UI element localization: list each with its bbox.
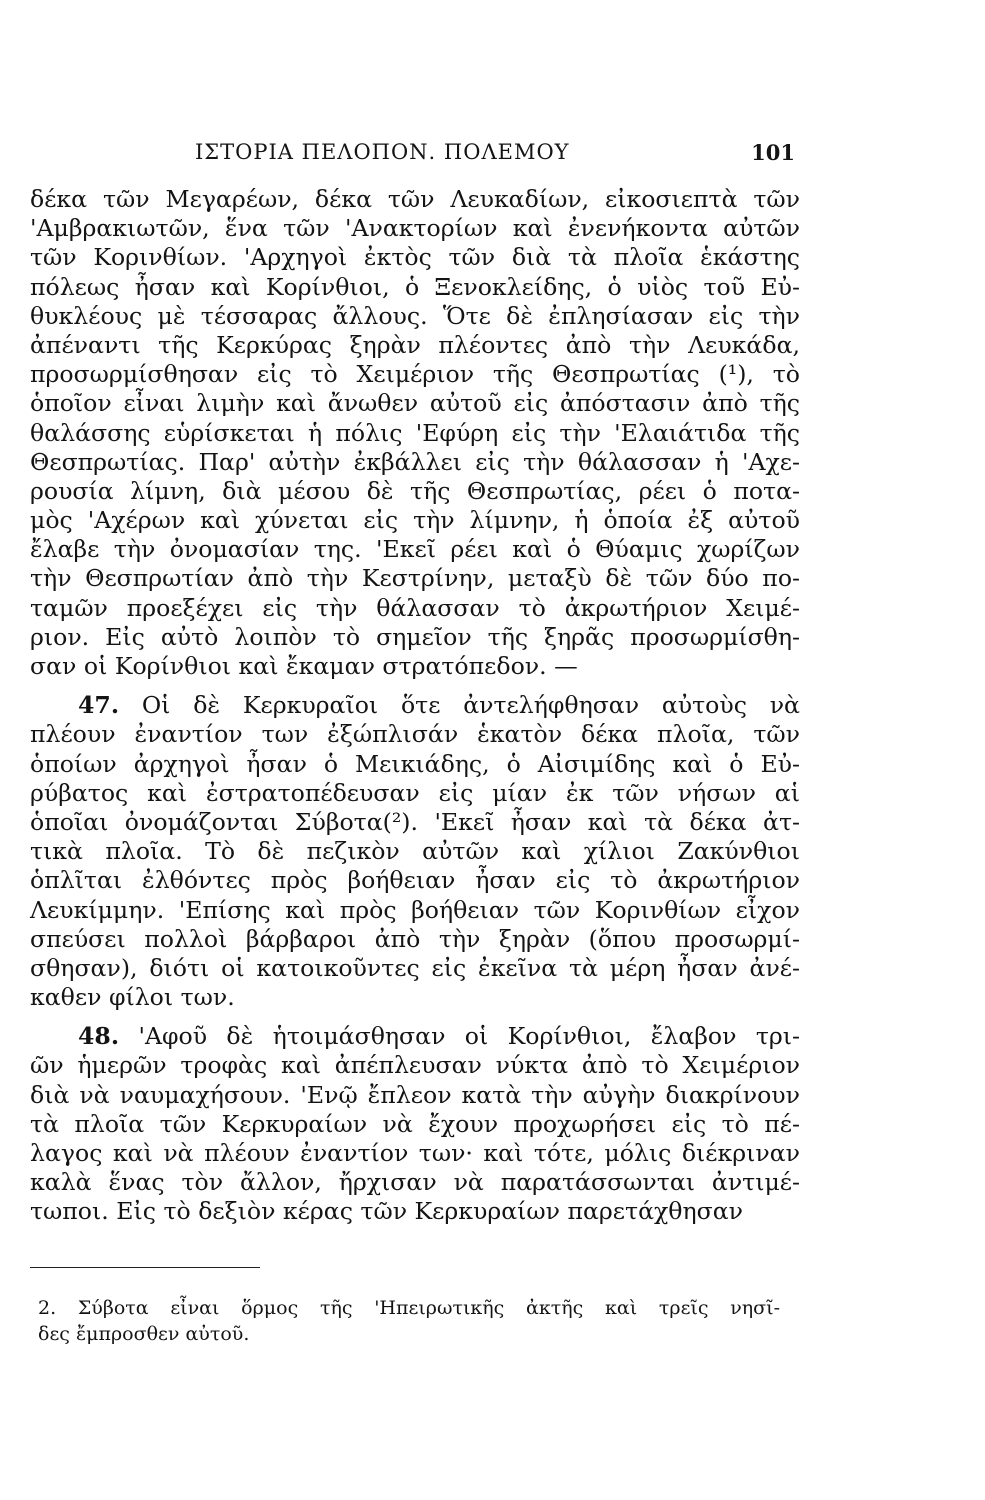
footnote-line (38, 1321, 780, 1347)
text-line (30, 1197, 800, 1226)
text-line (30, 214, 800, 243)
text-line (30, 506, 800, 535)
line-text: διὰ νὰ ναυμαχήσουν. 'Ενῷ ἔπλεον κατὰ τὴν αὐγὴν διακρίνουν (30, 1080, 800, 1109)
line-text: πλέουν ἐναντίον των ἐξώπλισάν ἑκατὸν δέκα πλοῖα, τῶν (30, 720, 800, 749)
body-text (30, 185, 800, 1227)
text-line (30, 1168, 800, 1197)
text-line (30, 866, 800, 895)
text-line (30, 273, 800, 302)
text-line (30, 302, 800, 331)
line-text: ἀπέναντι τῆς Κερκύρας ξηρὰν πλέοντες ἀπὸ τὴν Λευκάδα, (30, 330, 800, 359)
text-line (30, 1051, 800, 1080)
text-line (30, 983, 800, 1012)
text-line (30, 419, 800, 448)
text-line (30, 750, 800, 779)
text-line (30, 389, 800, 418)
running-title: ΙΣΤΟΡΙΑ ΠΕΛΟΠΟΝ. ΠΟΛΕΜΟΥ (195, 140, 570, 164)
text-line (30, 594, 800, 623)
text-line (30, 331, 800, 360)
line-text: ριον. Εἰς αὐτὸ λοιπὸν τὸ σημεῖον τῆς ξηρᾶς προσωρμίσθη- (30, 622, 800, 651)
line-text: 'Αφοῦ δὲ ἡτοιμάσθησαν οἱ Κορίνθιοι, ἔλαβον τρι- (138, 1022, 800, 1051)
line-text: Λευκίμμην. 'Επίσης καὶ πρὸς βοήθειαν τῶν Κορινθίων εἶχον (30, 895, 800, 924)
text-line (30, 1139, 800, 1168)
text-line (30, 652, 800, 681)
line-text: τωποι. Εἰς τὸ δεξιὸν κέρας τῶν Κερκυραίων παρετάχθησαν (30, 1197, 744, 1226)
text-line (30, 448, 800, 477)
line-text: δες ἔμπροσθεν αὐτοῦ. (38, 1323, 250, 1345)
line-text: λαγος καὶ νὰ πλέουν ἐναντίον των· καὶ τότε, μόλις διέκριναν (30, 1139, 800, 1167)
line-text: ἔλαβε τὴν ὀνομασίαν της. 'Εκεῖ ρέει καὶ ὁ Θύαμις χωρίζων (30, 535, 800, 564)
section-48 (30, 1022, 800, 1226)
text-line (30, 779, 800, 808)
line-text: θαλάσσης εὑρίσκεται ἡ πόλις 'Εφύρη εἰς τὴν 'Ελαιάτιδα τῆς (30, 418, 800, 447)
line-text: θυκλέους μὲ τέσσαρας ἄλλους. Ὅτε δὲ ἐπλησίασαν εἰς τὴν (30, 301, 800, 330)
text-line (30, 623, 800, 652)
page-header (195, 140, 795, 174)
text-line (30, 243, 800, 272)
footnote-divider (30, 1267, 260, 1268)
text-line (30, 564, 800, 593)
text-line (30, 720, 800, 749)
line-text: ὁποῖαι ὀνομάζονται Σύβοτα(²). 'Εκεῖ ἦσαν καὶ τὰ δέκα ἀτ- (30, 807, 800, 836)
line-text: τῶν Κορινθίων. 'Αρχηγοὶ ἐκτὸς τῶν διὰ τὰ πλοῖα ἑκάστης (30, 243, 800, 272)
line-text: ρουσία λίμνη, διὰ μέσου δὲ τῆς Θεσπρωτίας, ρέει ὁ ποτα- (30, 476, 800, 505)
section-number: 48. (78, 1022, 120, 1051)
page-number: 101 (751, 140, 795, 165)
line-text: καλὰ ἕνας τὸν ἄλλον, ἤρχισαν νὰ παρατάσσωνται ἀντιμέ- (30, 1168, 800, 1197)
section-number: 47. (78, 691, 120, 720)
line-text: πόλεως ἦσαν καὶ Κορίνθιοι, ὁ Ξενοκλείδης, ὁ υἱὸς τοῦ Εὐ- (30, 272, 800, 301)
line-text: ρύβατος καὶ ἐστρατοπέδευσαν εἰς μίαν ἐκ τῶν νήσων αἱ (30, 778, 800, 807)
text-line (30, 360, 800, 389)
text-line (30, 954, 800, 983)
text-line (30, 691, 800, 720)
line-text: τὰ πλοῖα τῶν Κερκυραίων νὰ ἔχουν προχωρήσει εἰς τὸ πέ- (30, 1109, 800, 1138)
footnote-line (38, 1295, 780, 1321)
text-line (30, 837, 800, 866)
line-text: καθεν φίλοι των. (30, 983, 235, 1012)
line-text: Οἱ δὲ Κερκυραῖοι ὅτε ἀντελήφθησαν αὐτοὺς νὰ (141, 691, 800, 720)
line-text: σθησαν), διότι οἱ κατοικοῦντες εἰς ἐκεῖνα τὰ μέρη ἦσαν ἀνέ- (30, 953, 800, 982)
text-line (30, 477, 800, 506)
line-text: τὴν Θεσπρωτίαν ἀπὸ τὴν Κεστρίνην, μεταξὺ δὲ τῶν δύο πο- (30, 564, 800, 593)
text-line (30, 1110, 800, 1139)
line-text: ὁποίων ἀρχηγοὶ ἦσαν ὁ Μεικιάδης, ὁ Αἰσιμίδης καὶ ὁ Εὐ- (30, 749, 800, 778)
text-line (30, 896, 800, 925)
line-text: σπεύσει πολλοὶ βάρβαροι ἀπὸ τὴν ξηρὰν (ὅπου προσωρμί- (30, 924, 800, 953)
text-line (30, 535, 800, 564)
text-line (30, 1081, 800, 1110)
line-text: ταμῶν προεξέχει εἰς τὴν θάλασσαν τὸ ἀκρωτήριον Χειμέ- (30, 593, 800, 622)
line-text: ὁπλῖται ἐλθόντες πρὸς βοήθειαν ἦσαν εἰς τὸ ἀκρωτήριον (30, 866, 800, 895)
line-text: 2. Σύβοτα εἶναι ὅρμος τῆς 'Ηπειρωτικῆς ἀκτῆς καὶ τρεῖς νησῖ- (38, 1297, 780, 1319)
line-text: ὁποῖον εἶναι λιμὴν καὶ ἄνωθεν αὐτοῦ εἰς ἀπόστασιν ἀπὸ τῆς (30, 389, 800, 418)
text-line (30, 1022, 800, 1051)
line-text: Θεσπρωτίας. Παρ' αὐτὴν ἐκβάλλει εἰς τὴν θάλασσαν ἡ 'Αχε- (30, 447, 800, 476)
line-text: δέκα τῶν Μεγαρέων, δέκα τῶν Λευκαδίων, εἰκοσιεπτὰ τῶν (30, 185, 800, 213)
line-text: 'Αμβρακιωτῶν, ἕνα τῶν 'Ανακτορίων καὶ ἐνενήκοντα αὐτῶν (30, 214, 800, 243)
line-text: προσωρμίσθησαν εἰς τὸ Χειμέριον τῆς Θεσπρωτίας (¹), τὸ (30, 360, 800, 389)
text-line (30, 925, 800, 954)
line-text: μὸς 'Αχέρων καὶ χύνεται εἰς τὴν λίμνην, ἡ ὁποία ἐξ αὐτοῦ (30, 506, 800, 535)
line-text: σαν οἱ Κορίνθιοι καὶ ἔκαμαν στρατόπεδον. — (30, 652, 578, 680)
line-text: τικὰ πλοῖα. Τὸ δὲ πεζικὸν αὐτῶν καὶ χίλιοι Ζακύνθιοι (30, 837, 800, 866)
paragraph-continuation (30, 185, 800, 681)
text-line (30, 185, 800, 214)
footnote (38, 1295, 780, 1347)
text-line (30, 808, 800, 837)
line-text: ῶν ἡμερῶν τροφὰς καὶ ἀπέπλευσαν νύκτα ἀπὸ τὸ Χειμέριον (30, 1051, 800, 1080)
section-47 (30, 691, 800, 1012)
